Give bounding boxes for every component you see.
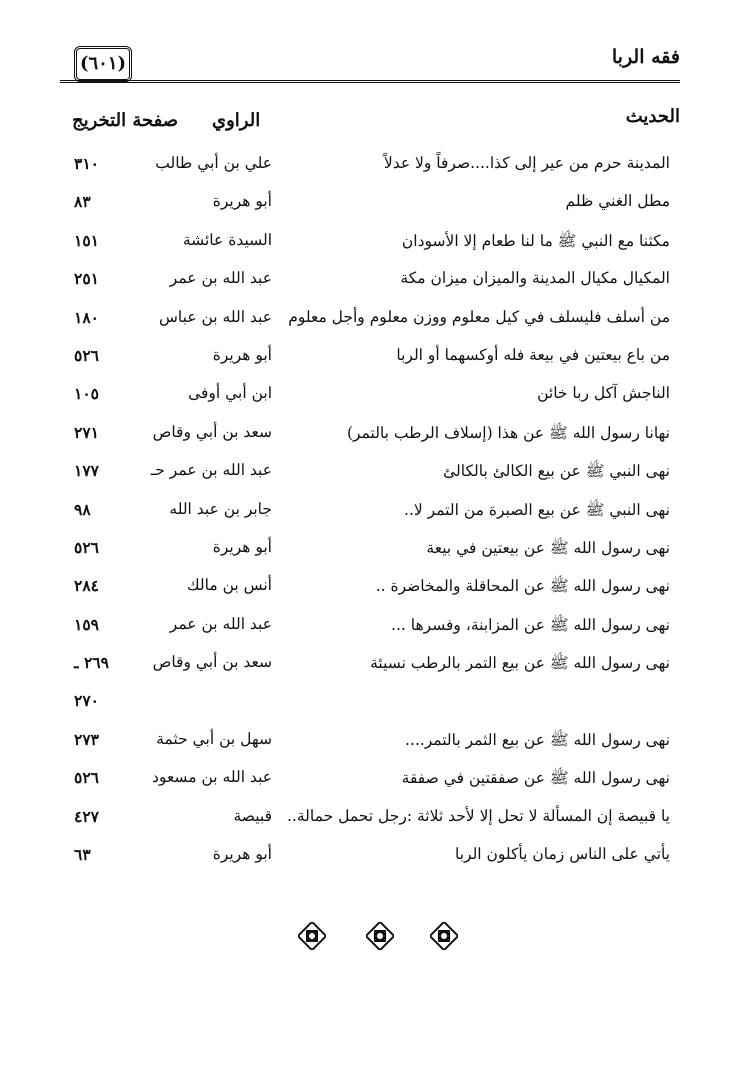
table-row — [0, 538, 750, 576]
page-reference: ٢٧١ — [74, 422, 99, 442]
hadith-text: الناجش آكل ربا خائن — [537, 384, 670, 403]
ornament-icon — [430, 922, 458, 950]
page-reference: ١٨٠ — [74, 307, 99, 327]
hadith-text: نهى رسول الله ﷺ عن بيع التمر بالرطب نسيئة — [370, 654, 670, 673]
narrator-name: أنس بن مالك — [186, 576, 272, 595]
hadith-text: نهى رسول الله ﷺ عن المزابنة، وفسرها ... — [391, 615, 670, 634]
hadith-text: نهى النبي ﷺ عن بيع الصبرة من التمر لا.. — [404, 500, 670, 519]
hadith-text: نهى رسول الله ﷺ عن بيع الثمر بالتمر.... — [405, 730, 670, 749]
table-row — [0, 154, 750, 192]
narrator-name: عبد الله بن مسعود — [152, 768, 272, 787]
table-row — [0, 845, 750, 883]
page-reference: ٢٧٠ — [74, 691, 99, 711]
narrator-name: أبو هريرة — [212, 537, 272, 556]
hadith-text: يا قبيصة إن المسألة لا تحل إلا لأحد ثلاثة :رجل تحمل حمالة.. — [287, 806, 670, 825]
page-reference: ٥٢٦ — [74, 537, 99, 557]
narrator-name: ابن أبي أوفى — [188, 384, 272, 403]
column-header-narrator: الراوي — [212, 110, 261, 131]
table-row — [0, 269, 750, 307]
ornament-icon — [366, 922, 394, 950]
hadith-text: نهى رسول الله ﷺ عن بيعتين في بيعة — [426, 538, 670, 557]
closing-ornaments — [290, 922, 470, 952]
page-reference: ٢٨٤ — [74, 576, 99, 596]
hadith-text: من باع بيعتين في بيعة فله أوكسهما أو الربا — [396, 345, 670, 364]
narrator-name: علي بن أبي طالب — [155, 154, 272, 172]
hadith-text: مكثنا مع النبي ﷺ ما لنا طعام إلا الأسودان — [401, 231, 670, 250]
column-headers — [60, 106, 680, 140]
table-row — [0, 308, 750, 346]
page-header — [60, 40, 680, 86]
narrator-name: عبد الله بن عمر — [169, 614, 272, 633]
table-row — [0, 807, 750, 845]
narrator-name: قبيصة — [233, 806, 272, 825]
hadith-text: نهى رسول الله ﷺ عن صفقتين في صفقة — [401, 769, 670, 788]
page-reference: ٨٣ — [74, 192, 91, 212]
narrator-name: أبو هريرة — [212, 345, 272, 364]
table-row — [0, 461, 750, 499]
page-reference: ٥٢٦ — [74, 345, 99, 365]
narrator-name: عبد الله بن عباس — [159, 307, 272, 326]
narrator-name: سهل بن أبي حثمة — [156, 729, 272, 748]
narrator-name: سعد بن أبي وقاص — [152, 422, 272, 441]
hadith-text: المكيال مكيال المدينة والميزان ميزان مكة — [400, 269, 670, 288]
table-row — [0, 730, 750, 768]
page-reference: ٥٢٦ — [74, 768, 99, 788]
narrator-name: السيدة عائشة — [182, 230, 272, 249]
ornament-icon — [298, 922, 326, 950]
page-reference: ٢٥١ — [74, 269, 99, 289]
hadith-text: من أسلف فليسلف في كيل معلوم ووزن معلوم وأجل معلوم — [288, 307, 670, 326]
narrator-name: عبد الله بن عمر — [169, 269, 272, 288]
narrator-name: أبو هريرة — [212, 845, 272, 864]
page-reference: ٦٣ — [74, 845, 91, 865]
hadith-text: يأتي على الناس زمان يأكلون الربا — [454, 845, 670, 864]
hadith-text: مطل الغني ظلم — [565, 192, 670, 211]
column-header-hadith: الحديث — [625, 106, 680, 127]
table-row — [0, 653, 750, 691]
header-divider — [60, 80, 680, 83]
hadith-text: نهى رسول الله ﷺ عن المحاقلة والمخاضرة .. — [375, 577, 670, 596]
page-reference: ٩٨ — [74, 499, 91, 519]
page-reference: ٢٧٣ — [74, 729, 99, 749]
page-reference: ١٠٥ — [74, 384, 99, 404]
page-number: (٦٠١) — [74, 46, 132, 82]
table-row — [0, 231, 750, 269]
table-row — [0, 691, 750, 729]
page-reference: ٣١٠ — [74, 154, 99, 173]
running-title: فقه الربا — [611, 46, 680, 68]
table-row — [0, 576, 750, 614]
narrator-name: عبد الله بن عمر حـ — [150, 461, 272, 480]
table-row — [0, 384, 750, 422]
table-row — [0, 500, 750, 538]
table-row — [0, 615, 750, 653]
hadith-index-table — [0, 154, 750, 883]
page-reference: ٢٦٩ ـ — [74, 653, 109, 673]
column-header-page: صفحة التخريج — [72, 110, 179, 131]
narrator-name: أبو هريرة — [212, 192, 272, 211]
hadith-text: نهانا رسول الله ﷺ عن هذا (إسلاف الرطب بالتمر) — [346, 423, 670, 442]
table-row — [0, 768, 750, 806]
page-reference: ١٧٧ — [74, 461, 99, 481]
narrator-name: سعد بن أبي وقاص — [152, 653, 272, 672]
hadith-text: المدينة حرم من عير إلى كذا....صرفاً ولا عدلاً — [383, 154, 670, 172]
table-row — [0, 346, 750, 384]
page-reference: ٤٢٧ — [74, 806, 99, 826]
table-row — [0, 192, 750, 230]
page-reference: ١٥١ — [74, 230, 99, 250]
hadith-text: نهى النبي ﷺ عن بيع الكالئ بالكالئ — [443, 462, 670, 481]
narrator-name: جابر بن عبد الله — [169, 499, 272, 518]
page-reference: ١٥٩ — [74, 614, 99, 634]
table-row — [0, 423, 750, 461]
